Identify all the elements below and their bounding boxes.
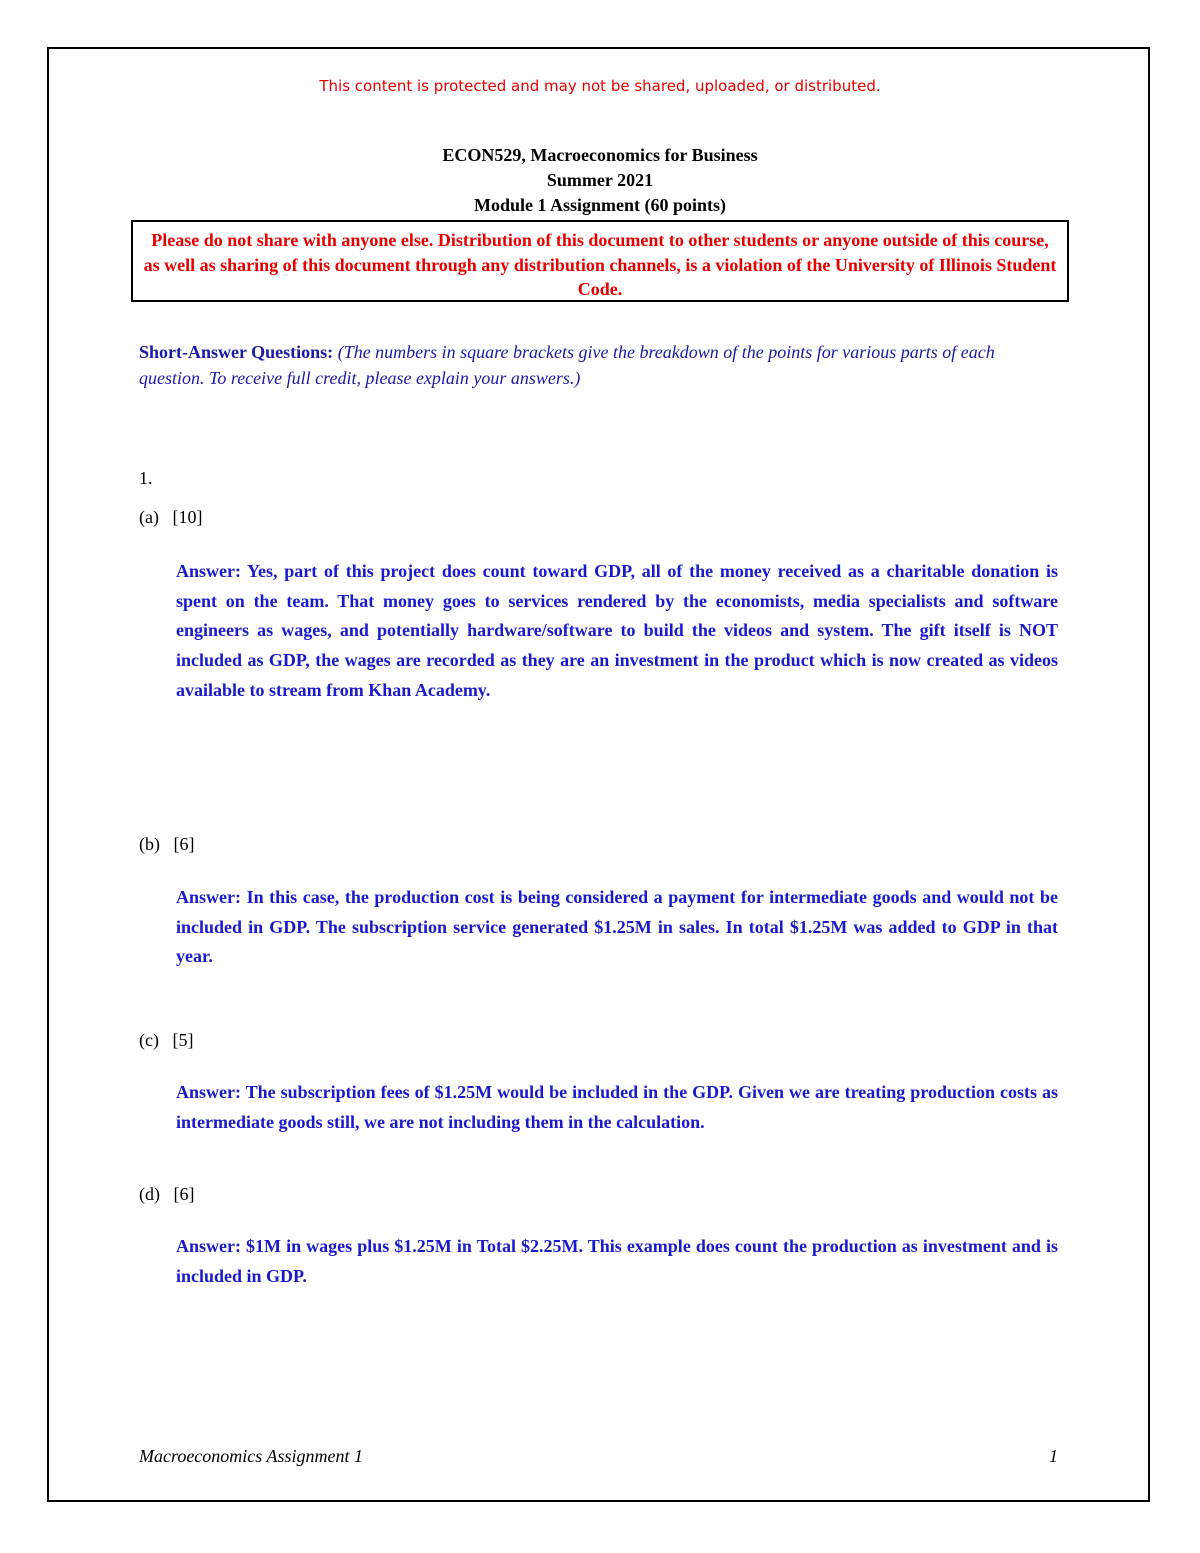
term: Summer 2021 <box>546 170 654 190</box>
question-number: 1. <box>139 468 153 488</box>
part-c-label: (c) [5] <box>139 1030 194 1050</box>
footer-title: Macroeconomics Assignment 1 <box>139 1446 363 1466</box>
part-a-label: (a) [10] <box>139 507 203 527</box>
warning-text: Please do not share with anyone else. Distribution of this document to other students or anyone outside of this course, as well as sharing of this document through any distribution channels, is a violation of the University of Illinois Student Code. <box>143 230 1057 299</box>
assignment-title: Module 1 Assignment (60 points) <box>473 195 727 215</box>
part-d-answer: Answer: $1M in wages plus $1.25M in Total $2.25M. This example does count the production as investment and is included in GDP. <box>176 1236 1058 1286</box>
warning-box <box>131 220 1069 302</box>
part-d-label: (d) [6] <box>139 1184 195 1204</box>
part-b-answer: Answer: In this case, the production cost is being considered a payment for intermediate goods and would not be included in GDP. The subscription service generated $1.25M in sales. In total $1.25M was added to GDP in that year. <box>176 887 1058 967</box>
instructions-note: (The numbers in square brackets give the breakdown of the points for various parts of each question. To receive full credit, please explain your answers.) <box>139 342 995 388</box>
protected-notice: This content is protected and may not be shared, uploaded, or distributed. <box>319 77 881 95</box>
part-c-answer: Answer: The subscription fees of $1.25M would be included in the GDP. Given we are treating production costs as intermediate goods still, we are not including them in the calculation. <box>176 1082 1058 1132</box>
course-title: ECON529, Macroeconomics for Business <box>442 145 758 165</box>
page-number: 1 <box>1049 1446 1058 1466</box>
part-a-answer: Answer: Yes, part of this project does count toward GDP, all of the money received as a charitable donation is spent on the team. That money goes to services rendered by the economists, media specialists and software engineers as wages, and potentially hardware/software to build the videos and system. The gift itself is NOT included as GDP, the wages are recorded as they are an investment in the product which is now created as videos available to stream from Khan Academy. <box>176 561 1058 700</box>
document-header <box>0 143 1200 218</box>
instructions <box>139 339 1059 391</box>
instructions-label: Short-Answer Questions: <box>139 342 334 362</box>
part-b-label: (b) [6] <box>139 834 195 854</box>
